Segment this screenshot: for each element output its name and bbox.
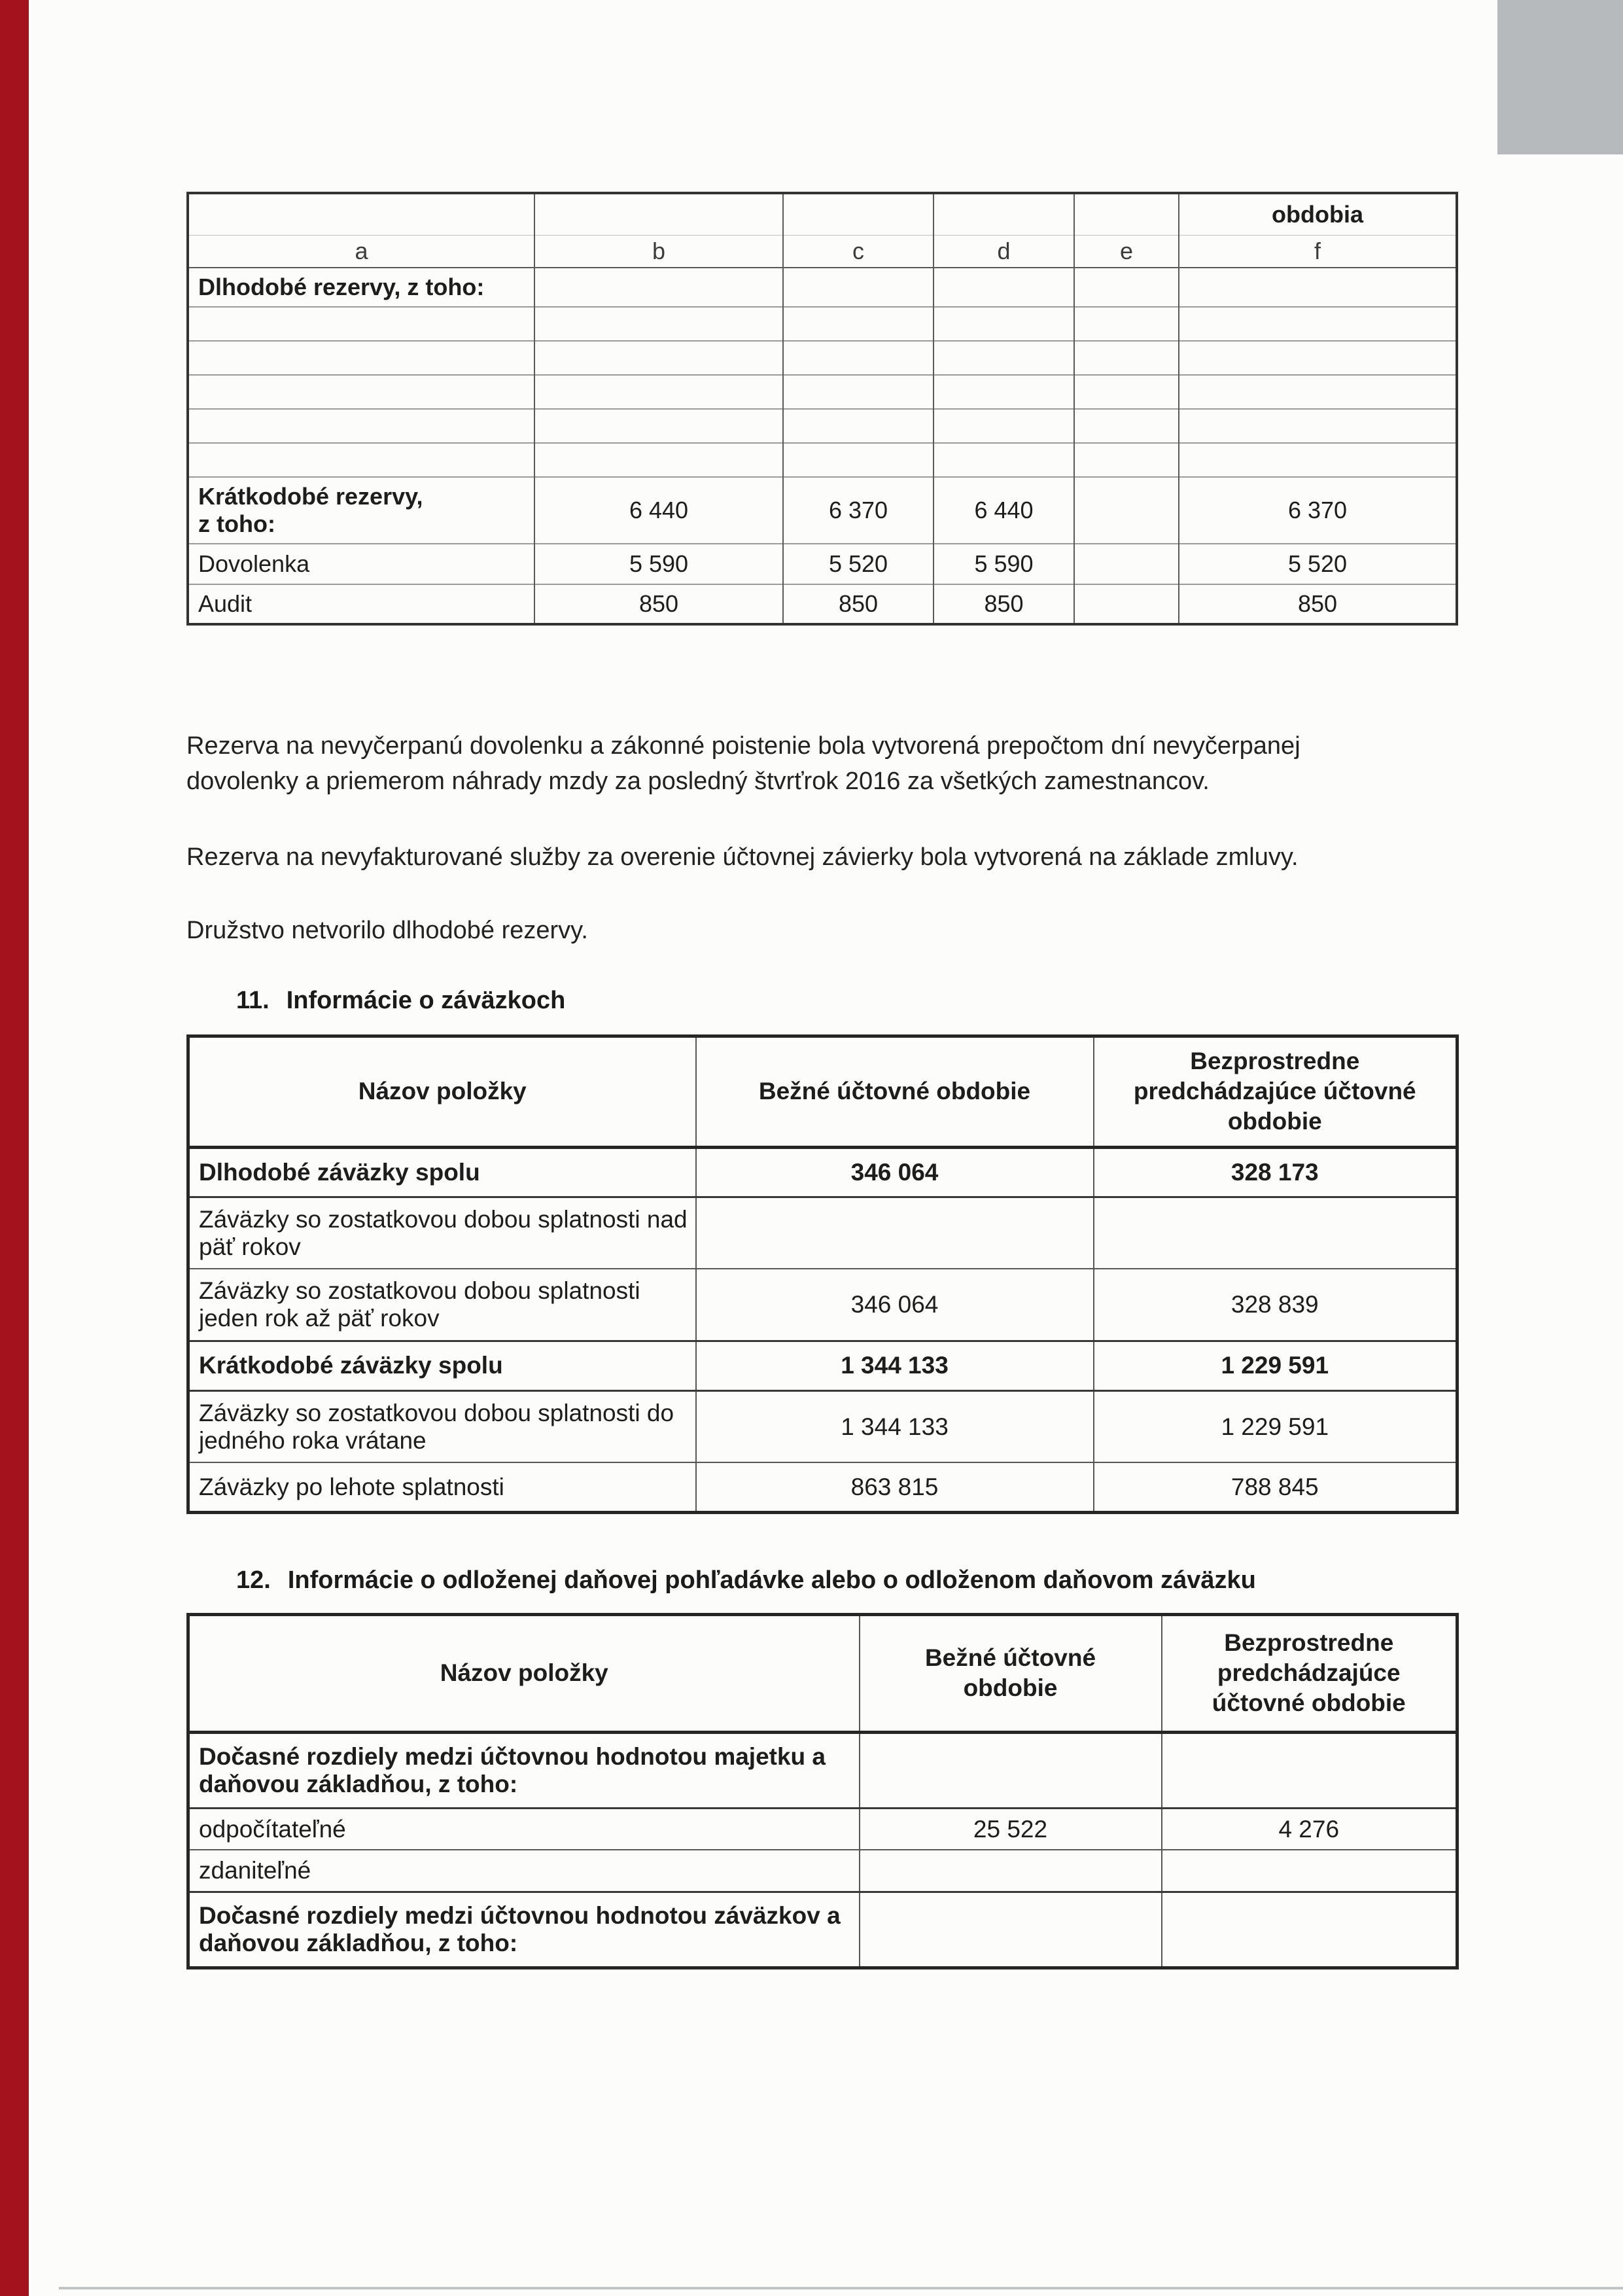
document-content (186, 192, 1456, 1969)
value-cell: 850 (1179, 584, 1457, 624)
empty-cell (1074, 307, 1179, 341)
header-name: Názov položky (188, 1614, 860, 1732)
empty-cell (1074, 409, 1179, 443)
row-label: Dovolenka (188, 544, 534, 584)
value-cell: 6 370 (783, 477, 934, 544)
current-value (860, 1732, 1162, 1808)
value-cell (1179, 268, 1457, 307)
empty-cell (783, 307, 934, 341)
table-row (188, 584, 1457, 624)
value-cell (783, 268, 934, 307)
value-cell: 850 (783, 584, 934, 624)
period-header-cell: obdobia (1179, 193, 1457, 235)
previous-value: 328 173 (1094, 1147, 1457, 1197)
table-cell (534, 193, 783, 235)
empty-cell (1179, 375, 1457, 409)
value-cell (534, 268, 783, 307)
section-11-title (186, 987, 1456, 1015)
empty-cell (934, 375, 1074, 409)
table-row (188, 1147, 1457, 1197)
scan-edge-stripe (0, 0, 29, 2296)
empty-cell (534, 443, 783, 477)
header-current-period: Bežné účtovné obdobie (696, 1036, 1094, 1147)
previous-value (1162, 1850, 1457, 1892)
empty-cell (1074, 443, 1179, 477)
empty-cell (534, 341, 783, 375)
empty-cell (1074, 341, 1179, 375)
section-title-text: Informácie o záväzkoch (286, 986, 566, 1014)
section-number: 12. (236, 1566, 271, 1594)
table-row (188, 1462, 1457, 1512)
column-letter: e (1074, 235, 1179, 268)
table-row (188, 268, 1457, 307)
empty-row (188, 375, 1457, 409)
scan-bottom-edge (59, 2287, 1623, 2289)
current-value: 346 064 (696, 1269, 1094, 1341)
empty-cell (1179, 409, 1457, 443)
section-number: 11. (236, 986, 270, 1014)
row-label: Záväzky po lehote splatnosti (188, 1462, 696, 1512)
liabilities-table (186, 1034, 1459, 1514)
table-cell (783, 193, 934, 235)
table-row (188, 1390, 1457, 1462)
row-label: Dočasné rozdiely medzi účtovnou hodnotou záväzkov a daňovou základňou, z toho: (188, 1892, 860, 1968)
column-letters-row (188, 235, 1457, 268)
row-label: zdaniteľné (188, 1850, 860, 1892)
section-title-text: Informácie o odloženej daňovej pohľadávke alebo o odloženom daňovom záväzku (287, 1566, 1256, 1594)
empty-cell (188, 409, 534, 443)
row-label: Dlhodobé rezervy, z toho: (188, 268, 534, 307)
row-label: Dočasné rozdiely medzi účtovnou hodnotou majetku a daňovou základňou, z toho: (188, 1732, 860, 1808)
empty-cell (783, 375, 934, 409)
value-cell: 5 520 (1179, 544, 1457, 584)
row-label-line2: z toho: (198, 510, 275, 537)
value-cell (1074, 544, 1179, 584)
value-cell (1074, 477, 1179, 544)
table-row (188, 193, 1457, 235)
table-cell (1074, 193, 1179, 235)
header-row (188, 1614, 1457, 1732)
previous-value (1094, 1197, 1457, 1269)
value-cell (934, 268, 1074, 307)
value-cell (1074, 268, 1179, 307)
current-value: 1 344 133 (696, 1341, 1094, 1390)
previous-value (1162, 1892, 1457, 1968)
value-cell: 6 370 (1179, 477, 1457, 544)
row-label: Záväzky so zostatkovou dobou splatnosti jeden rok až päť rokov (188, 1269, 696, 1341)
empty-cell (934, 341, 1074, 375)
empty-cell (534, 409, 783, 443)
table-cell (188, 193, 534, 235)
previous-value (1162, 1732, 1457, 1808)
current-value (860, 1892, 1162, 1968)
row-label: Záväzky so zostatkovou dobou splatnosti do jedného roka vrátane (188, 1390, 696, 1462)
note-paragraph: Družstvo netvorilo dlhodobé rezervy. (186, 916, 588, 944)
reserves-table (186, 192, 1458, 626)
header-current-text: Bežné účtovné obdobie (924, 1644, 1096, 1702)
empty-row (188, 341, 1457, 375)
empty-cell (1074, 375, 1179, 409)
header-name: Názov položky (188, 1036, 696, 1147)
empty-cell (188, 375, 534, 409)
header-previous-period: Bezprostredne predchádzajúce účtovné obdobie (1094, 1036, 1457, 1147)
column-letter: d (934, 235, 1074, 268)
empty-cell (934, 443, 1074, 477)
current-value: 863 815 (696, 1462, 1094, 1512)
current-value: 25 522 (860, 1808, 1162, 1850)
row-label: Záväzky so zostatkovou dobou splatnosti nad päť rokov (188, 1197, 696, 1269)
header-current-period (860, 1614, 1162, 1732)
value-cell: 5 590 (534, 544, 783, 584)
value-cell: 850 (934, 584, 1074, 624)
empty-cell (534, 375, 783, 409)
value-cell: 5 520 (783, 544, 934, 584)
table-cell (934, 193, 1074, 235)
table-row (188, 1850, 1457, 1892)
row-label: Audit (188, 584, 534, 624)
table-row (188, 1732, 1457, 1808)
row-label: Krátkodobé záväzky spolu (188, 1341, 696, 1390)
previous-value: 1 229 591 (1094, 1341, 1457, 1390)
column-letter: f (1179, 235, 1457, 268)
empty-cell (934, 307, 1074, 341)
table-row (188, 1197, 1457, 1269)
value-cell: 6 440 (534, 477, 783, 544)
empty-cell (1179, 443, 1457, 477)
current-value: 1 344 133 (696, 1390, 1094, 1462)
table-row (188, 1892, 1457, 1968)
empty-cell (534, 307, 783, 341)
empty-row (188, 409, 1457, 443)
current-value (696, 1197, 1094, 1269)
empty-cell (1179, 307, 1457, 341)
header-row (188, 1036, 1457, 1147)
table-row (188, 1269, 1457, 1341)
table-row (188, 1341, 1457, 1390)
empty-cell (188, 443, 534, 477)
empty-cell (783, 409, 934, 443)
value-cell (1074, 584, 1179, 624)
section-12-title (186, 1566, 1456, 1595)
value-cell: 850 (534, 584, 783, 624)
current-value (860, 1850, 1162, 1892)
previous-value: 1 229 591 (1094, 1390, 1457, 1462)
row-label-line1: Krátkodobé rezervy, (198, 483, 423, 510)
empty-cell (934, 409, 1074, 443)
note-paragraph: Rezerva na nevyfakturované služby za overenie účtovnej závierky bola vytvorená na základe zmluvy. (186, 843, 1299, 871)
column-letter: b (534, 235, 783, 268)
header-previous-period: Bezprostredne predchádzajúce účtovné obdobie (1162, 1614, 1457, 1732)
table-row (188, 1808, 1457, 1850)
scan-corner-artifact (1497, 0, 1623, 154)
row-label: Dlhodobé záväzky spolu (188, 1147, 696, 1197)
empty-row (188, 307, 1457, 341)
empty-cell (783, 341, 934, 375)
empty-row (188, 443, 1457, 477)
note-paragraph: Rezerva na nevyčerpanú dovolenku a zákonné poistenie bola vytvorená prepočtom dní nevyčerpanej dovolenky a priemerom náhrady mzdy za posledný štvrťrok 2016 za všetkých zamestnancov. (186, 732, 1300, 795)
empty-cell (1179, 341, 1457, 375)
previous-value: 788 845 (1094, 1462, 1457, 1512)
value-cell: 5 590 (934, 544, 1074, 584)
table-row (188, 544, 1457, 584)
current-value: 346 064 (696, 1147, 1094, 1197)
empty-cell (783, 443, 934, 477)
empty-cell (188, 341, 534, 375)
previous-value: 328 839 (1094, 1269, 1457, 1341)
deferred-tax-table (186, 1613, 1459, 1969)
column-letter: c (783, 235, 934, 268)
table-row (188, 477, 1457, 544)
row-label (188, 477, 534, 544)
value-cell: 6 440 (934, 477, 1074, 544)
previous-value: 4 276 (1162, 1808, 1457, 1850)
empty-cell (188, 307, 534, 341)
column-letter: a (188, 235, 534, 268)
row-label: odpočítateľné (188, 1808, 860, 1850)
